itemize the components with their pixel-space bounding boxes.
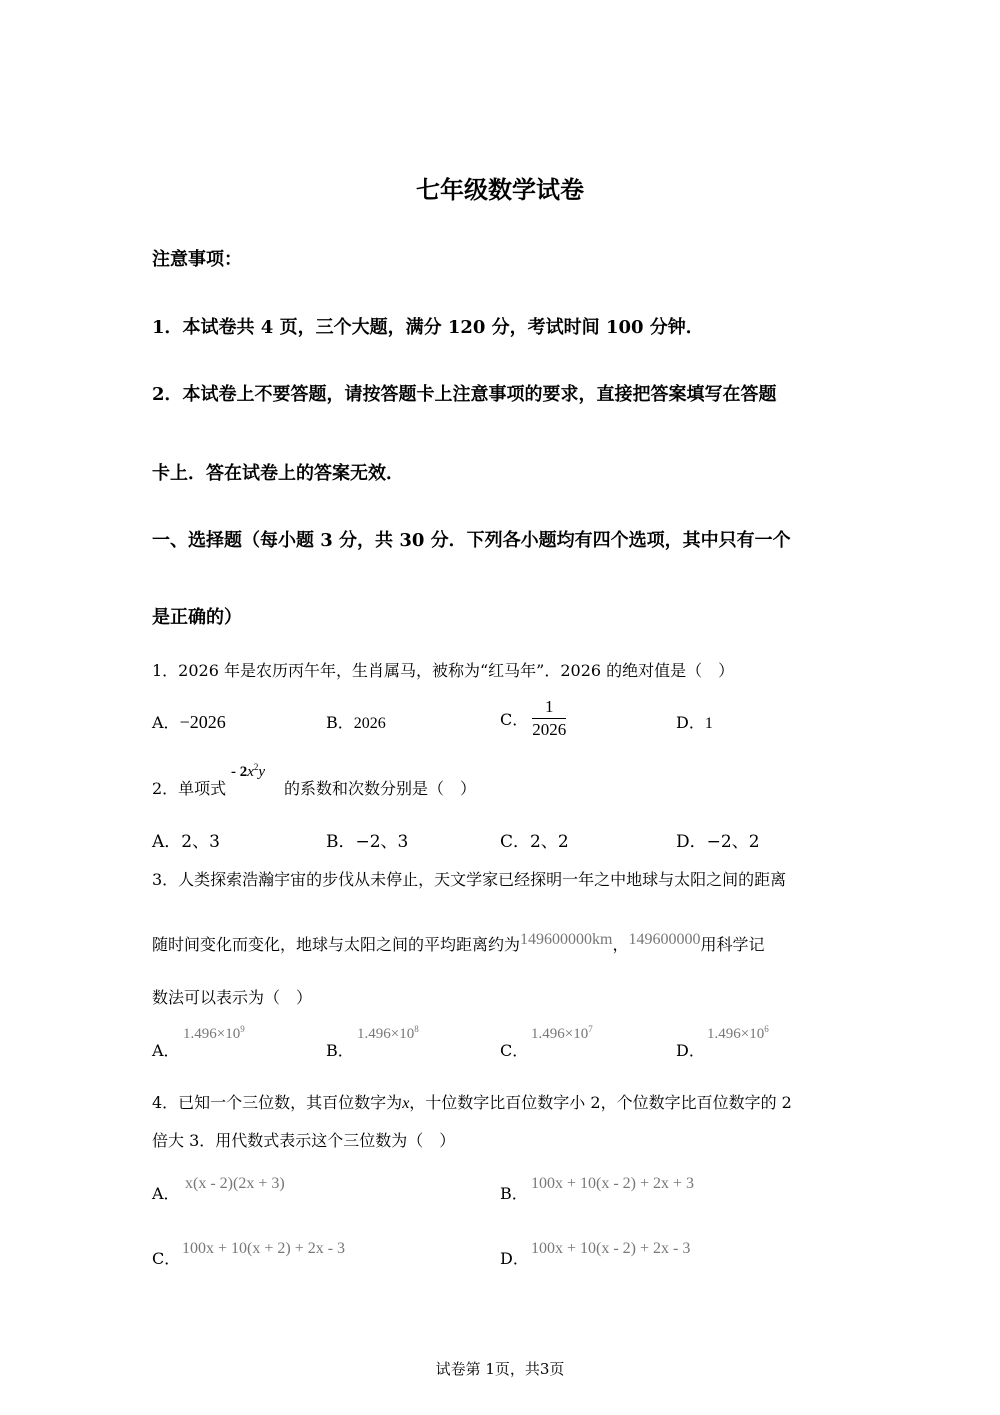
monomial-y: y [258, 764, 266, 780]
question-4-option-d: 100x + 10(x - 2) + 2x - 3 [531, 1240, 691, 1257]
question-3-text-end: 用科学记 [700, 935, 765, 954]
question-3-line-2 [152, 932, 765, 955]
number-value: 149600000 [628, 931, 701, 948]
option-value: 2026 [353, 715, 386, 732]
question-2-option-c: C．2、2 [500, 832, 569, 852]
question-4-option-c: 100x + 10(x + 2) + 2x - 3 [182, 1240, 346, 1257]
question-2-option-a: A．2、3 [152, 832, 220, 852]
fraction-numerator: 1 [532, 696, 566, 719]
distance-value: 149600000km [520, 931, 613, 948]
section-1-heading-line-2: 是正确的） [152, 607, 242, 628]
notice-item-2-line-1: 2．本试卷上不要答题，请按答题卡上注意事项的要求，直接把答案填写在答题 [152, 384, 777, 405]
question-3-text: 随时间变化而变化，地球与太阳之间的平均距离约为 [152, 935, 521, 954]
option-label: C． [500, 710, 529, 729]
question-2-option-b: B．−2、3 [326, 832, 409, 852]
question-3-line-3: 数法可以表示为（ ） [152, 988, 313, 1007]
question-4-option-b-label: B． [500, 1184, 528, 1203]
question-4-option-a: x(x - 2)(2x + 3) [185, 1175, 285, 1192]
option-value: −2026 [179, 712, 226, 732]
question-3-option-a [183, 1024, 245, 1043]
fraction [532, 696, 566, 741]
variable-x: x [402, 1095, 410, 1112]
question-4-option-d-label: D． [500, 1249, 529, 1268]
option-value: 1 [704, 715, 713, 732]
sci-base: 1.496×10 [707, 1026, 765, 1042]
page-title: 七年级数学试卷 [416, 175, 584, 204]
sci-base: 1.496×10 [531, 1026, 589, 1042]
option-label: B． [326, 713, 354, 732]
question-4-text-cont: ，十位数字比百位数字小 2，个位数字比百位数字的 2 [409, 1093, 792, 1112]
question-4-option-b: 100x + 10(x - 2) + 2x + 3 [531, 1175, 695, 1192]
question-1-option-d [676, 710, 713, 733]
notice-heading: 注意事项： [152, 249, 242, 270]
option-label: A． [152, 713, 180, 732]
sci-exponent: 6 [764, 1024, 769, 1034]
sci-exponent: 9 [240, 1024, 245, 1034]
monomial-coefficient: - 2 [231, 764, 248, 780]
question-1-option-c [500, 696, 566, 741]
question-1-option-a [152, 710, 226, 733]
question-4-option-a-label: A． [152, 1184, 180, 1203]
question-1-option-b [326, 710, 386, 733]
comma: ， [612, 935, 629, 954]
fraction-denominator: 2026 [532, 720, 567, 739]
sci-exponent: 7 [588, 1024, 593, 1034]
question-4-line-2: 倍大 3．用代数式表示这个三位数为（ ） [152, 1131, 456, 1150]
question-3-option-d [707, 1024, 769, 1043]
question-2-stem-before: 2．单项式 [152, 779, 227, 798]
question-3-option-a-label: A． [152, 1041, 180, 1060]
monomial-exponent: 2 [253, 762, 259, 772]
question-3-option-c-label: C． [500, 1041, 529, 1060]
question-1-stem: 1．2026 年是农历丙午年，生肖属马，被称为“红马年”．2026 的绝对值是（ ） [152, 661, 735, 680]
question-3-option-b [357, 1024, 419, 1043]
question-4-text: 4．已知一个三位数，其百位数字为 [152, 1093, 403, 1112]
sci-base: 1.496×10 [183, 1026, 241, 1042]
question-2-option-d: D．−2、2 [676, 832, 760, 852]
question-3-option-c [531, 1024, 593, 1043]
monomial-expression [231, 762, 265, 781]
notice-item-2-line-2: 卡上．答在试卷上的答案无效． [152, 463, 404, 484]
question-3-line-1: 3．人类探索浩瀚宇宙的步伐从未停止，天文学家已经探明一年之中地球与太阳之间的距离 [152, 870, 787, 889]
sci-exponent: 8 [414, 1024, 419, 1034]
question-3-option-b-label: B． [326, 1041, 354, 1060]
notice-item-1: 1．本试卷共 4 页，三个大题，满分 120 分，考试时间 100 分钟． [152, 317, 704, 338]
question-3-option-d-label: D． [676, 1041, 705, 1060]
option-label: D． [676, 713, 705, 732]
question-2-stem-after: 的系数和次数分别是（ ） [284, 779, 477, 798]
sci-base: 1.496×10 [357, 1026, 415, 1042]
monomial-x: x [247, 764, 254, 780]
question-4-option-c-label: C． [152, 1249, 181, 1268]
question-4-line-1 [152, 1090, 792, 1113]
section-1-heading-line-1: 一、选择题（每小题 3 分，共 30 分．下列各小题均有四个选项，其中只有一个 [152, 530, 791, 551]
page-footer: 试卷第 1页，共3页 [435, 1360, 565, 1378]
